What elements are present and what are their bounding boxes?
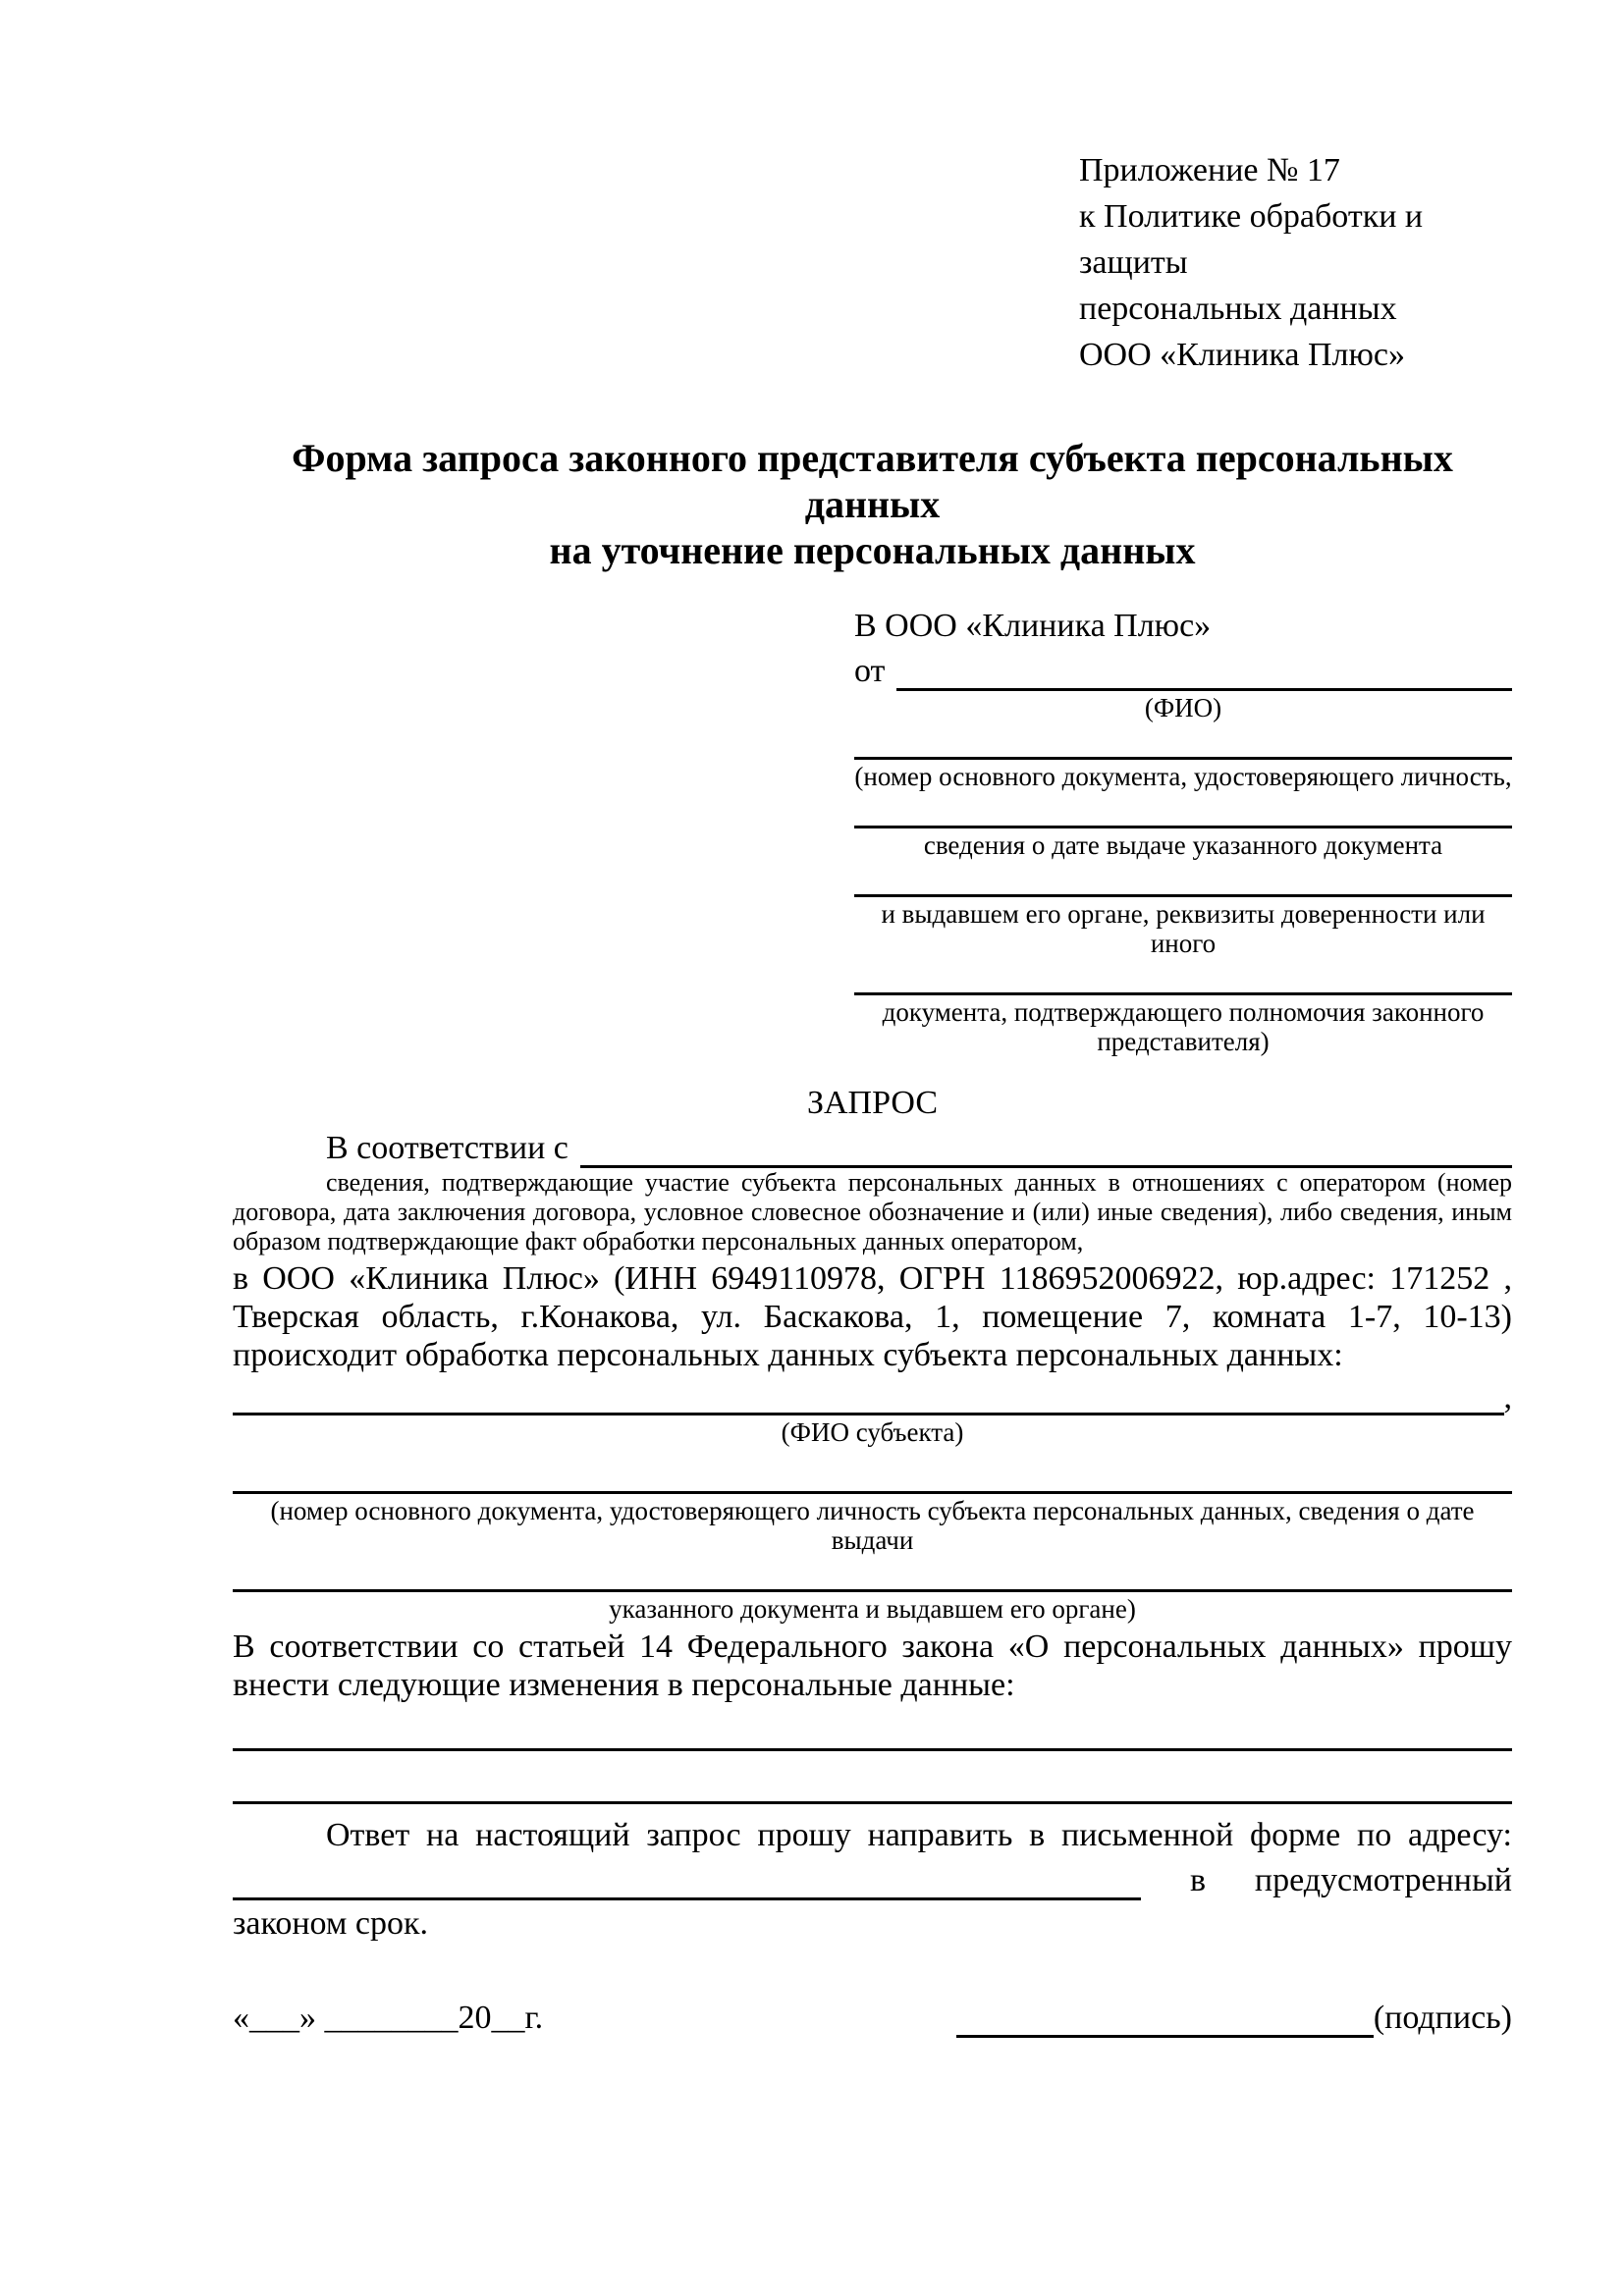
blank-line-authority-document [854,958,1512,995]
amendment-blank-line-2 [233,1751,1512,1804]
signature-blank-line [956,2002,1374,2038]
addressee-block [854,605,1512,1056]
reply-word-2: предусмотренный [1254,1862,1512,1898]
footnote-text: сведения, подтверждающие участие субъекта персональных данных в отношениях с оператором (номер договора, дата заключения договора, условное словесное обозначение и (или) иные сведения), либо сведения, иным образом подтверждающие факт обработки персональных данных оператором, [233,1168,1512,1255]
date-field: «___» ________20__г. [233,2000,544,2036]
addressee-organization: В ООО «Клиника Плюс» [854,608,1212,644]
subject-fio-row [233,1380,1512,1415]
signature-field [956,1999,1512,2038]
caption-issue-date: сведения о дате выдаче указанного документа [923,830,1443,860]
document-content [233,147,1512,2038]
request-heading: ЗАПРОС [806,1085,939,1121]
reply-address-blank-line [233,1861,1141,1900]
form-title-line-1: Форма запроса законного представителя субъекта персональных данных [292,436,1453,526]
intro-row [233,1125,1512,1168]
subject-fio-comma: , [1503,1379,1512,1415]
from-name-blank-line [896,656,1512,691]
caption-subject-document: (номер основного документа, удостоверяющего личность субъекта персональных данных, сведения о дате выдачи [270,1496,1475,1555]
amendment-blank-line-1 [233,1704,1512,1751]
caption-authority-document: документа, подтверждающего полномочия законного представителя) [882,997,1485,1056]
caption-document-number: (номер основного документа, удостоверяющего личность, [854,762,1512,791]
blank-line-issue-date [854,791,1512,828]
appendix-block [1079,147,1512,378]
reply-paragraph-line-3: законом срок. [233,1905,428,1942]
blank-line-document-number [854,722,1512,760]
amendment-paragraph: В соответствии со статьей 14 Федерального закона «О персональных данных» прошу внести следующие изменения в персональные данные: [233,1629,1512,1703]
intro-blank-line [580,1133,1512,1168]
blank-line-subject-document-2 [233,1559,1512,1592]
operator-paragraph: в ООО «Клиника Плюс» (ИНН 6949110978, ОГРН 1186952006922, юр.адрес: 171252 , Тверская область, г.Конакова, ул. Баскакова, 1, помещение 7, комната 1-7, 10-13) происходит обработка персональных данных субъекта персональных данных: [233,1260,1512,1373]
appendix-line-3: персональных данных [1079,291,1397,327]
intro-prefix: В соответствии с [326,1130,568,1166]
subject-fio-blank-line [233,1380,1504,1415]
caption-subject-fio: (ФИО субъекта) [781,1417,964,1447]
blank-line-subject-document [233,1455,1512,1494]
appendix-line-1: Приложение № 17 [1079,152,1340,188]
footer-row [233,1999,1512,2038]
caption-subject-document-2: указанного документа и выдавшем его органе) [609,1594,1136,1624]
reply-word-1: в [1189,1862,1207,1898]
from-label: от [854,653,886,689]
signature-caption: (подпись) [1373,2000,1512,2036]
reply-address-row [233,1855,1512,1900]
addressee-from-row [854,648,1512,691]
appendix-line-4: ООО «Клиника Плюс» [1079,337,1405,373]
caption-issuing-authority: и выдавшем его органе, реквизиты доверенности или иного [881,899,1486,958]
form-title-line-2: на уточнение персональных данных [549,528,1196,572]
reply-paragraph-line-1: Ответ на настоящий запрос прошу направить в письменной форме по адресу: [326,1817,1512,1853]
blank-line-issuing-authority [854,860,1512,897]
form-title [233,435,1512,573]
caption-fio: (ФИО) [1144,693,1222,722]
appendix-line-2: к Политике обработки и защиты [1079,198,1424,281]
